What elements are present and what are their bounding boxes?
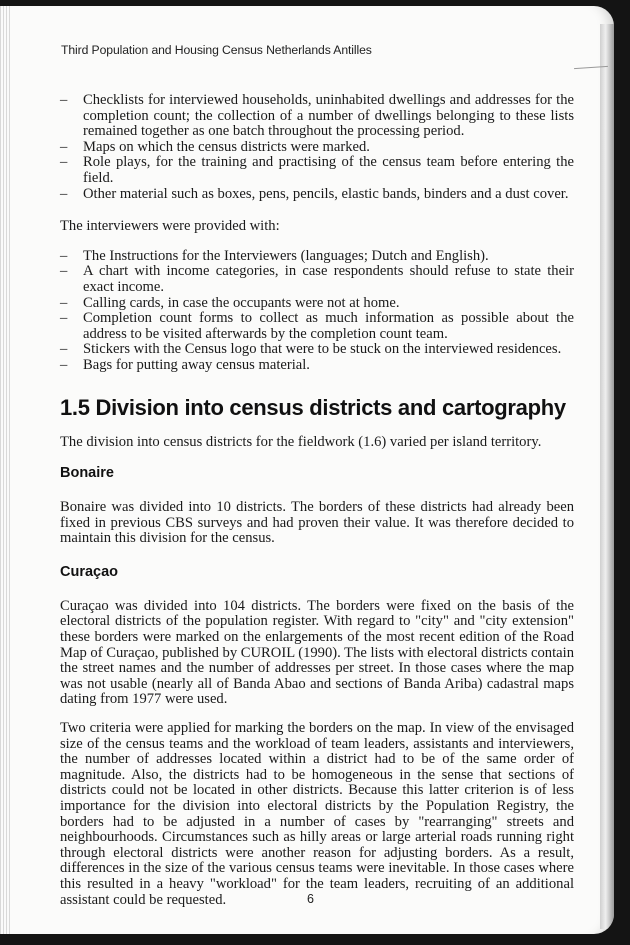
- interviewers-intro: The interviewers were provided with:: [60, 218, 280, 235]
- page-content: [60, 93, 574, 908]
- page-number: 6: [307, 892, 314, 906]
- list-item: – Stickers with the Census logo that were to be stuck on the interviewed residences.: [60, 342, 574, 358]
- list-item: – Completion count forms to collect as much information as possible about the address to be visited afterwards by the completion count team.: [60, 311, 574, 342]
- subheading-bonaire: Bonaire: [60, 465, 114, 482]
- list-item: – The Instructions for the Interviewers (languages; Dutch and English).: [60, 249, 574, 265]
- page-edges: [0, 6, 10, 934]
- list-item: – Role plays, for the training and practising of the census team before entering the field.: [60, 155, 574, 186]
- page-stack-edge: [600, 24, 614, 929]
- list-item: – Maps on which the census districts were marked.: [60, 140, 574, 156]
- list-item: – Bags for putting away census material.: [60, 358, 574, 374]
- bonaire-paragraph: Bonaire was divided into 10 districts. The borders of these districts had already been fixed in previous CBS surveys and had proven their value. It was therefore decided to maintain this division for the census.: [60, 499, 574, 547]
- document-page: [0, 6, 614, 934]
- running-header: Third Population and Housing Census Netherlands Antilles: [61, 43, 372, 57]
- curacao-paragraph-1: Curaçao was divided into 104 districts. The borders were fixed on the basis of the electoral districts of the population register. With regard to "city" and "city extension" these borders were marked on the enlargements of the most recent edition of the Road Map of Curaçao, published by CUROIL (1990). The lists with electoral districts contain the street names and the number of addresses per street. In those cases where the map was not usable (nearly all of Banda Abao and sections of Banda Ariba) cadastral maps dating from 1977 were used.: [60, 597, 574, 708]
- materials-list: [60, 93, 574, 202]
- list-item: – A chart with income categories, in case respondents should refuse to state their exact income.: [60, 264, 574, 295]
- interviewer-items-list: [60, 249, 574, 374]
- curacao-paragraph-2: Two criteria were applied for marking the borders on the map. In view of the envisaged size of the census teams and the workload of team leaders, assistants and interviewers, the number of addresses located within a district had to be of the same order of magnitude. Also, the districts had to be homogeneous in the sense that sections of districts could not be located in other districts. Because this latter criterion is of less importance for the division into electoral districts by the Population Registry, the borders had to be adjusted in a number of cases by "rearranging" streets and neighbourhoods. Circumstances such as hilly areas or large arterial roads running right through electoral districts were another reason for adjusting borders. As a result, differences in the size of the various census teams were inevitable. In those cases where this resulted in a heavy "workload" for the team leaders, recruiting of an additional assistant could be requested.: [60, 720, 574, 908]
- section-intro: The division into census districts for the fieldwork (1.6) varied per island territory.: [60, 433, 542, 450]
- list-item: – Checklists for interviewed households, uninhabited dwellings and addresses for the completion count; the collection of a number of dwellings belonging to these lists remained together as one batch throughout the processing period.: [60, 93, 574, 140]
- subheading-curacao: Curaçao: [60, 563, 119, 580]
- section-title: 1.5 Division into census districts and cartography: [60, 394, 566, 420]
- list-item: – Other material such as boxes, pens, pencils, elastic bands, binders and a dust cover.: [60, 187, 574, 203]
- list-item: – Calling cards, in case the occupants were not at home.: [60, 296, 574, 312]
